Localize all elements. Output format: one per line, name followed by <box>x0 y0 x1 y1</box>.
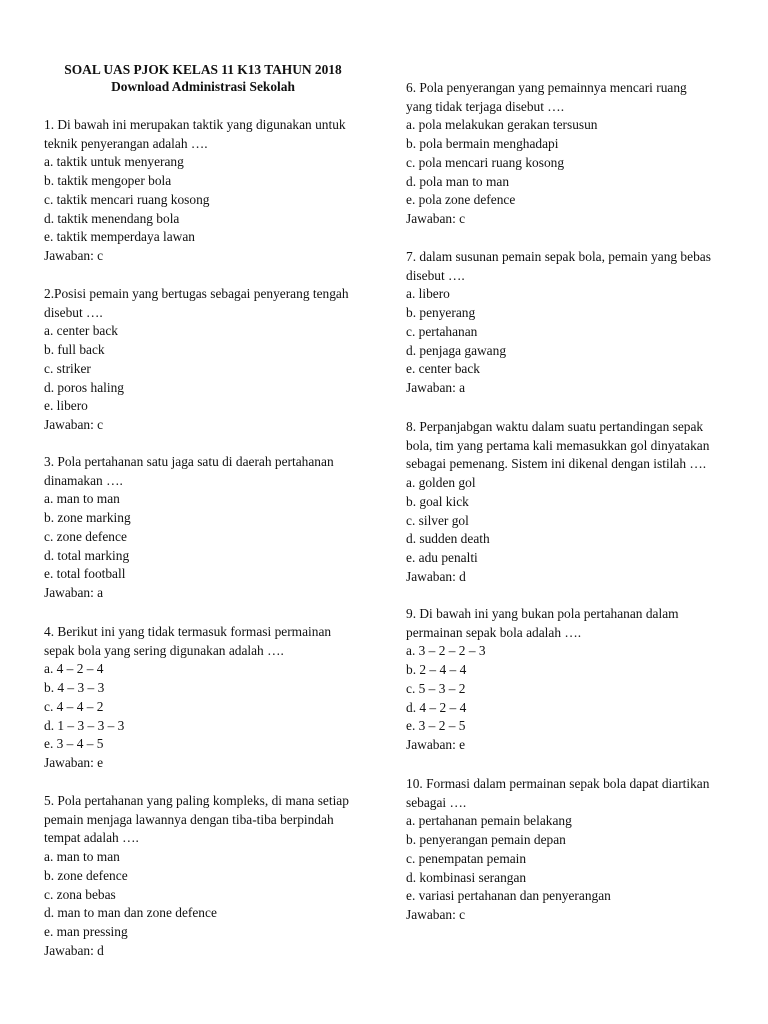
answer-option: e. total football <box>44 566 126 582</box>
answer-option: b. goal kick <box>406 493 469 509</box>
answer-option: e. 3 – 4 – 5 <box>44 736 104 752</box>
question-4 <box>44 623 374 773</box>
answer-key: Jawaban: e <box>44 754 104 770</box>
document-header <box>44 61 362 95</box>
question-7 <box>406 248 736 398</box>
answer-option: b. 4 – 3 – 3 <box>44 680 105 696</box>
question-stem-line: pemain menjaga lawannya dengan tiba-tiba berpindah <box>44 811 334 827</box>
answer-option: c. pertahanan <box>406 323 478 339</box>
question-stem-line: bola, tim yang pertama kali memasukkan gol dinyatakan <box>406 437 710 453</box>
question-stem-line: 5. Pola pertahanan yang paling kompleks, di mana setiap <box>44 793 349 808</box>
answer-key: Jawaban: c <box>44 247 104 263</box>
question-3 <box>44 453 374 603</box>
question-stem-line: sepak bola yang sering digunakan adalah …. <box>44 642 284 658</box>
answer-option: d. pola man to man <box>406 173 510 189</box>
answer-option: a. 3 – 2 – 2 – 3 <box>406 643 486 659</box>
answer-option: d. taktik menendang bola <box>44 210 180 226</box>
answer-key: Jawaban: a <box>44 584 104 600</box>
answer-option: e. pola zone defence <box>406 192 516 208</box>
answer-option: d. poros haling <box>44 379 124 395</box>
question-stem-line: 9. Di bawah ini yang bukan pola pertahanan dalam <box>406 606 679 621</box>
answer-option: d. total marking <box>44 547 130 563</box>
answer-option: c. striker <box>44 360 91 376</box>
question-stem-line: disebut …. <box>406 267 465 283</box>
answer-option: a. center back <box>44 323 118 339</box>
question-stem-line: 10. Formasi dalam permainan sepak bola dapat diartikan <box>406 776 710 791</box>
answer-option: a. libero <box>406 286 450 302</box>
question-stem-line: disebut …. <box>44 304 103 320</box>
question-10 <box>406 775 736 925</box>
question-stem-line: yang tidak terjaga disebut …. <box>406 98 565 114</box>
question-stem-line: 6. Pola penyerangan yang pemainnya mencari ruang <box>406 80 687 95</box>
answer-key: Jawaban: d <box>406 568 466 584</box>
answer-option: b. taktik mengoper bola <box>44 173 172 189</box>
question-stem-line: sebagai pemenang. Sistem ini dikenal dengan istilah …. <box>406 456 707 472</box>
answer-option: b. zone defence <box>44 867 128 883</box>
answer-option: e. taktik memperdaya lawan <box>44 229 195 245</box>
answer-option: b. pola bermain menghadapi <box>406 136 559 152</box>
answer-option: b. penyerangan pemain depan <box>406 832 566 848</box>
question-stem-line: 1. Di bawah ini merupakan taktik yang digunakan untuk <box>44 117 346 132</box>
answer-option: b. full back <box>44 342 105 358</box>
answer-key: Jawaban: c <box>406 906 466 922</box>
answer-key: Jawaban: c <box>44 416 104 432</box>
answer-option: d. 1 – 3 – 3 – 3 <box>44 717 125 733</box>
question-stem-line: 2.Posisi pemain yang bertugas sebagai penyerang tengah <box>44 286 349 301</box>
answer-option: d. 4 – 2 – 4 <box>406 699 467 715</box>
answer-option: c. taktik mencari ruang kosong <box>44 191 210 207</box>
answer-option: c. silver gol <box>406 512 469 528</box>
answer-option: d. kombinasi serangan <box>406 869 527 885</box>
question-2 <box>44 285 374 435</box>
answer-option: c. penempatan pemain <box>406 850 527 866</box>
answer-option: d. man to man dan zone defence <box>44 905 217 921</box>
answer-option: e. center back <box>406 361 480 377</box>
answer-option: a. taktik untuk menyerang <box>44 154 184 170</box>
document-subtitle: Download Administrasi Sekolah <box>111 79 295 94</box>
question-6 <box>406 79 736 229</box>
answer-option: e. variasi pertahanan dan penyerangan <box>406 888 611 904</box>
answer-option: b. penyerang <box>406 305 476 321</box>
answer-key: Jawaban: a <box>406 379 466 395</box>
question-9 <box>406 605 736 755</box>
question-stem-line: 3. Pola pertahanan satu jaga satu di daerah pertahanan <box>44 454 334 469</box>
answer-option: e. libero <box>44 398 88 414</box>
answer-option: c. zone defence <box>44 528 127 544</box>
question-stem-line: permainan sepak bola adalah …. <box>406 624 582 640</box>
answer-option: a. 4 – 2 – 4 <box>44 661 104 677</box>
answer-option: a. pola melakukan gerakan tersusun <box>406 117 598 133</box>
question-5 <box>44 792 374 960</box>
answer-option: c. zona bebas <box>44 886 116 902</box>
answer-option: e. adu penalti <box>406 549 478 565</box>
question-stem-line: 4. Berikut ini yang tidak termasuk formasi permainan <box>44 624 332 639</box>
question-stem-line: teknik penyerangan adalah …. <box>44 135 208 151</box>
answer-option: a. pertahanan pemain belakang <box>406 813 572 829</box>
answer-option: b. 2 – 4 – 4 <box>406 662 467 678</box>
question-stem-line: 8. Perpanjabgan waktu dalam suatu pertandingan sepak <box>406 419 704 434</box>
question-stem-line: dinamakan …. <box>44 472 123 488</box>
answer-option: a. man to man <box>44 849 120 865</box>
question-8 <box>406 418 736 586</box>
answer-option: b. zone marking <box>44 510 131 526</box>
question-1 <box>44 116 374 266</box>
answer-option: a. golden gol <box>406 475 476 491</box>
answer-option: e. man pressing <box>44 923 128 939</box>
answer-key: Jawaban: d <box>44 942 104 958</box>
answer-option: c. pola mencari ruang kosong <box>406 154 565 170</box>
question-stem-line: 7. dalam susunan pemain sepak bola, pemain yang bebas <box>406 249 711 264</box>
answer-option: d. sudden death <box>406 531 490 547</box>
answer-option: d. penjaga gawang <box>406 342 507 358</box>
answer-key: Jawaban: c <box>406 210 466 226</box>
answer-key: Jawaban: e <box>406 736 466 752</box>
answer-option: a. man to man <box>44 491 120 507</box>
answer-option: c. 5 – 3 – 2 <box>406 680 466 696</box>
answer-option: c. 4 – 4 – 2 <box>44 698 104 714</box>
answer-option: e. 3 – 2 – 5 <box>406 718 466 734</box>
question-stem-line: sebagai …. <box>406 794 467 810</box>
question-stem-line: tempat adalah …. <box>44 830 139 846</box>
document-title: SOAL UAS PJOK KELAS 11 K13 TAHUN 2018 <box>64 62 342 77</box>
